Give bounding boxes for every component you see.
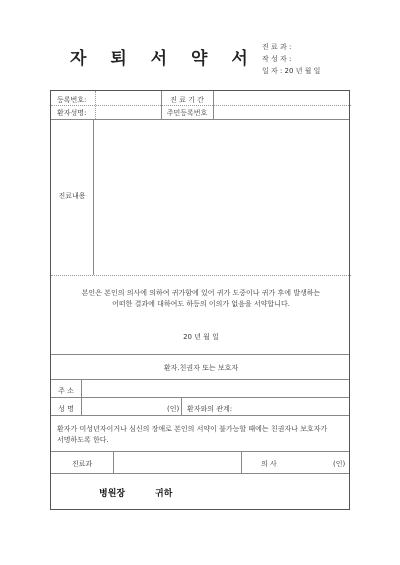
sign-dept-label: 진료과 [71, 460, 93, 468]
resident-no-label: 주민등록번호 [166, 109, 208, 117]
author-field: 작 성 자 : [262, 55, 292, 63]
content-label: 진료내용 [58, 192, 86, 200]
dept-field: 진 료 과 : [262, 43, 292, 51]
note-line-2: 서명하도록 한다. [57, 436, 109, 444]
addressee: 귀하 [155, 489, 173, 499]
name-label: 성 명 [58, 405, 74, 413]
guardian-heading: 환자.친권자 또는 보호자 [163, 364, 239, 372]
doctor-seal: (인) [333, 460, 346, 468]
address-label: 주 소 [58, 387, 74, 395]
hospital-director: 병원장 [99, 489, 126, 499]
pledge-line-2: 어떠한 결과에 대하여도 하등의 이의가 없음을 서약합니다. [112, 300, 290, 308]
note-line-1: 환자가 미성년자이거나 심신의 장애로 본인의 서약이 불가능할 때에는 친권자나 보호자가 [57, 425, 328, 433]
reg-no-label: 등록번호: [57, 96, 87, 104]
patient-name-label: 환자성명: [57, 109, 87, 117]
pledge-line-1: 본인은 본인의 의사에 의하여 귀가함에 있어 귀가 도중이나 귀가 후에 발생하는 [81, 289, 321, 297]
form-frame [50, 90, 350, 510]
document-title: 자 퇴 서 약 서 [70, 49, 257, 69]
guardian-seal: (인) [167, 405, 180, 413]
relation-label: 환자와의 관계: [187, 405, 233, 413]
date-field: 일 자 : 20 년 월 일 [262, 67, 321, 75]
doctor-label: 의 사 [261, 460, 277, 468]
period-label: 진 료 기 간 [170, 96, 204, 104]
pledge-date: 20 년 월 일 [183, 333, 219, 341]
